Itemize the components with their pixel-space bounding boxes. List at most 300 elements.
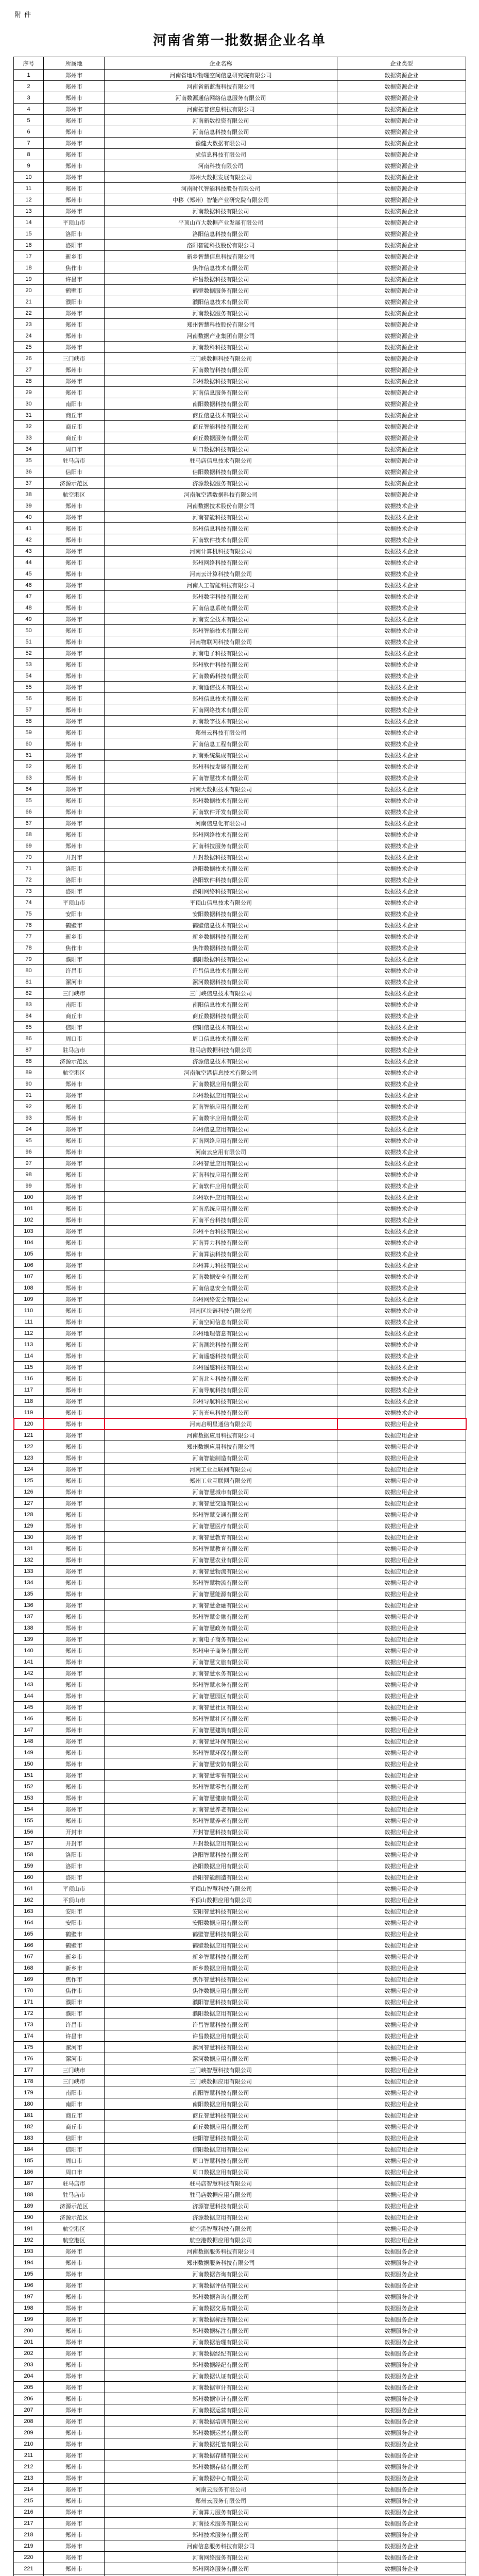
cell-name: 南阳信息技术有限公司: [105, 999, 337, 1010]
cell-type: 数据应用企业: [337, 1838, 466, 1849]
cell-city: 郑州市: [44, 2552, 105, 2563]
table-row: [14, 1056, 466, 1067]
cell-type: 数据技术企业: [337, 886, 466, 897]
cell-name: 驻马店信息技术有限公司: [105, 455, 337, 466]
cell-city: 郑州市: [44, 1792, 105, 1804]
cell-no: 221: [14, 2563, 44, 2574]
cell-type: 数据应用企业: [337, 2019, 466, 2030]
cell-no: 177: [14, 2064, 44, 2076]
cell-name: 河南区块链科技有限公司: [105, 1305, 337, 1316]
cell-type: 数据应用企业: [337, 1713, 466, 1724]
cell-type: 数据技术企业: [337, 738, 466, 750]
cell-city: 鹤壁市: [44, 1928, 105, 1940]
cell-city: 郑州市: [44, 1135, 105, 1146]
cell-name: 郑州数据技术有限公司: [105, 795, 337, 806]
cell-name: 河南智慧水务有限公司: [105, 1668, 337, 1679]
cell-name: 安阳数据科技有限公司: [105, 908, 337, 920]
cell-city: 郑州市: [44, 1124, 105, 1135]
cell-type: 数据技术企业: [337, 1135, 466, 1146]
cell-no: 136: [14, 1600, 44, 1611]
cell-type: 数据技术企业: [337, 1237, 466, 1248]
cell-type: 数据应用企业: [337, 1928, 466, 1940]
cell-type: 数据技术企业: [337, 704, 466, 716]
cell-type: 数据技术企业: [337, 772, 466, 784]
table-row: [14, 2144, 466, 2155]
cell-name: 焦作信息技术有限公司: [105, 262, 337, 274]
cell-city: 郑州市: [44, 512, 105, 523]
cell-city: 濮阳市: [44, 2008, 105, 2019]
table-row: [14, 704, 466, 716]
cell-name: 鹤壁信息技术有限公司: [105, 920, 337, 931]
cell-name: 郑州智慧社区有限公司: [105, 1713, 337, 1724]
table-row: [14, 1248, 466, 1260]
cell-no: 195: [14, 2268, 44, 2280]
table-row: [14, 115, 466, 126]
cell-type: 数据应用企业: [337, 2132, 466, 2144]
table-row: [14, 2087, 466, 2098]
cell-city: 三门峡市: [44, 353, 105, 364]
cell-no: 97: [14, 1158, 44, 1169]
cell-city: 洛阳市: [44, 228, 105, 240]
cell-city: 郑州市: [44, 2404, 105, 2416]
cell-name: 河南物联网科技有限公司: [105, 636, 337, 648]
cell-no: 157: [14, 1838, 44, 1849]
cell-no: 109: [14, 1294, 44, 1305]
cell-no: 220: [14, 2552, 44, 2563]
cell-name: 河南科技服务有限公司: [105, 840, 337, 852]
cell-type: 数据资源企业: [337, 262, 466, 274]
cell-name: 三门峡数据应用有限公司: [105, 2076, 337, 2087]
table-row: [14, 2008, 466, 2019]
cell-no: 75: [14, 908, 44, 920]
cell-name: 河南算力科技有限公司: [105, 1237, 337, 1248]
table-row: [14, 2246, 466, 2257]
cell-type: 数据技术企业: [337, 1158, 466, 1169]
cell-city: 平顶山市: [44, 897, 105, 908]
cell-name: 河南智慧物流有限公司: [105, 1566, 337, 1577]
cell-city: 郑州市: [44, 330, 105, 342]
table-row: [14, 886, 466, 897]
table-row: [14, 138, 466, 149]
enterprise-table: [13, 57, 466, 2576]
table-row: [14, 2416, 466, 2427]
cell-type: 数据应用企业: [337, 1849, 466, 1860]
cell-no: 182: [14, 2121, 44, 2132]
cell-no: 146: [14, 1713, 44, 1724]
cell-type: 数据应用企业: [337, 2076, 466, 2087]
table-row: [14, 172, 466, 183]
cell-name: 濮阳信息技术有限公司: [105, 296, 337, 308]
cell-no: 168: [14, 1962, 44, 1974]
cell-name: 河南导航科技有限公司: [105, 1384, 337, 1396]
cell-no: 184: [14, 2144, 44, 2155]
cell-no: 165: [14, 1928, 44, 1940]
table-row: [14, 2098, 466, 2110]
table-row: [14, 1679, 466, 1690]
cell-name: 河南数据存储有限公司: [105, 2450, 337, 2461]
cell-no: 28: [14, 376, 44, 387]
cell-no: 110: [14, 1305, 44, 1316]
cell-city: 郑州市: [44, 194, 105, 206]
cell-name: 郑州数据咨询有限公司: [105, 2291, 337, 2302]
cell-city: 郑州市: [44, 2506, 105, 2518]
cell-city: 郑州市: [44, 2427, 105, 2438]
cell-no: 78: [14, 942, 44, 954]
cell-name: 河南新数投资有限公司: [105, 115, 337, 126]
table-row: [14, 2472, 466, 2484]
cell-type: 数据资源企业: [337, 489, 466, 500]
table-row: [14, 716, 466, 727]
cell-name: 安阳数据应用有限公司: [105, 1917, 337, 1928]
cell-city: 郑州市: [44, 591, 105, 602]
table-row: [14, 1475, 466, 1486]
cell-name: [105, 2574, 337, 2576]
cell-no: 119: [14, 1407, 44, 1418]
cell-city: 郑州市: [44, 206, 105, 217]
cell-type: 数据技术企业: [337, 591, 466, 602]
table-row: [14, 1022, 466, 1033]
cell-no: 210: [14, 2438, 44, 2450]
cell-type: 数据服务企业: [337, 2268, 466, 2280]
table-row: [14, 2438, 466, 2450]
cell-no: 45: [14, 568, 44, 580]
cell-name: 河南信息系统有限公司: [105, 602, 337, 614]
table-row: [14, 1090, 466, 1101]
cell-city: 郑州市: [44, 557, 105, 568]
cell-type: 数据资源企业: [337, 478, 466, 489]
table-row: [14, 2166, 466, 2178]
cell-no: 143: [14, 1679, 44, 1690]
cell-city: 郑州市: [44, 319, 105, 330]
cell-city: 郑州市: [44, 1475, 105, 1486]
cell-type: 数据服务企业: [337, 2314, 466, 2325]
cell-no: 138: [14, 1622, 44, 1634]
table-row: [14, 602, 466, 614]
cell-name: 河南省新蓝海科技有限公司: [105, 81, 337, 92]
cell-type: 数据技术企业: [337, 1226, 466, 1237]
cell-name: 漯河智慧科技有限公司: [105, 2042, 337, 2053]
cell-type: 数据资源企业: [337, 251, 466, 262]
cell-no: 209: [14, 2427, 44, 2438]
cell-type: 数据应用企业: [337, 1940, 466, 1951]
cell-city: 郑州市: [44, 1396, 105, 1407]
cell-no: 14: [14, 217, 44, 228]
cell-city: 郑州市: [44, 1543, 105, 1554]
cell-name: 郑州智慧零售有限公司: [105, 1781, 337, 1792]
table-row: [14, 206, 466, 217]
cell-no: 125: [14, 1475, 44, 1486]
cell-city: 郑州市: [44, 1226, 105, 1237]
table-row: [14, 988, 466, 999]
table-row: [14, 194, 466, 206]
cell-no: 54: [14, 670, 44, 682]
cell-no: 8: [14, 149, 44, 160]
cell-name: 商丘数据科技有限公司: [105, 1010, 337, 1022]
cell-type: 数据技术企业: [337, 1044, 466, 1056]
cell-type: 数据服务企业: [337, 2529, 466, 2540]
cell-type: 数据服务企业: [337, 2348, 466, 2359]
table-row: [14, 546, 466, 557]
table-row: [14, 1350, 466, 1362]
table-row: [14, 2370, 466, 2382]
cell-no: 60: [14, 738, 44, 750]
cell-type: 数据资源企业: [337, 319, 466, 330]
table-row: [14, 376, 466, 387]
cell-city: 郑州市: [44, 670, 105, 682]
cell-name: 河南数据托管有限公司: [105, 2438, 337, 2450]
cell-city: 焦作市: [44, 1974, 105, 1985]
cell-no: 152: [14, 1781, 44, 1792]
cell-city: 郑州市: [44, 1600, 105, 1611]
cell-no: 2: [14, 81, 44, 92]
cell-name: 航空港智慧科技有限公司: [105, 2223, 337, 2234]
cell-name: 济源数据服务有限公司: [105, 478, 337, 489]
cell-name: 郑州数据标注有限公司: [105, 2325, 337, 2336]
cell-city: 郑州市: [44, 693, 105, 704]
cell-city: 郑州市: [44, 1679, 105, 1690]
cell-name: 郑州智慧养老有限公司: [105, 1815, 337, 1826]
cell-type: 数据资源企业: [337, 308, 466, 319]
table-row: [14, 183, 466, 194]
cell-no: 24: [14, 330, 44, 342]
cell-name: 洛阳信息科技有限公司: [105, 228, 337, 240]
cell-city: 开封市: [44, 852, 105, 863]
table-row: [14, 2257, 466, 2268]
cell-city: 郑州市: [44, 2393, 105, 2404]
cell-no: 17: [14, 251, 44, 262]
cell-no: 116: [14, 1373, 44, 1384]
cell-type: 数据资源企业: [337, 206, 466, 217]
cell-name: 新乡智慧科技有限公司: [105, 1951, 337, 1962]
cell-no: 204: [14, 2370, 44, 2382]
cell-type: 数据应用企业: [337, 1702, 466, 1713]
cell-type: 数据资源企业: [337, 104, 466, 115]
cell-name: 商丘智慧科技有限公司: [105, 2110, 337, 2121]
cell-type: 数据技术企业: [337, 1384, 466, 1396]
cell-type: 数据技术企业: [337, 512, 466, 523]
table-row: [14, 942, 466, 954]
cell-type: 数据服务企业: [337, 2518, 466, 2529]
cell-no: 151: [14, 1770, 44, 1781]
cell-name: 河南智慧建筑有限公司: [105, 1724, 337, 1736]
table-row: [14, 1509, 466, 1520]
cell-name: 漯河数据应用有限公司: [105, 2053, 337, 2064]
cell-city: 新乡市: [44, 1951, 105, 1962]
table-row: [14, 1668, 466, 1679]
cell-city: 安阳市: [44, 1906, 105, 1917]
cell-type: 数据资源企业: [337, 194, 466, 206]
cell-name: 河南数据审计有限公司: [105, 2382, 337, 2393]
cell-no: 202: [14, 2348, 44, 2359]
table-row: [14, 1724, 466, 1736]
cell-name: 三门峡信息技术有限公司: [105, 988, 337, 999]
table-row: [14, 296, 466, 308]
cell-name: 河南数据服务有限公司: [105, 308, 337, 319]
cell-city: 济源示范区: [44, 1056, 105, 1067]
cell-city: 周口市: [44, 2155, 105, 2166]
cell-name: 郑州智慧金融有限公司: [105, 1611, 337, 1622]
cell-type: 数据服务企业: [337, 2382, 466, 2393]
cell-city: 信阳市: [44, 1022, 105, 1033]
cell-city: 郑州市: [44, 1566, 105, 1577]
cell-name: 三门峡数据科技有限公司: [105, 353, 337, 364]
cell-city: 郑州市: [44, 1339, 105, 1350]
cell-name: 周口信息技术有限公司: [105, 1033, 337, 1044]
cell-city: 开封市: [44, 1826, 105, 1838]
cell-name: 河南算法科技有限公司: [105, 1248, 337, 1260]
cell-city: 郑州市: [44, 1554, 105, 1566]
table-row: [14, 682, 466, 693]
table-row: [14, 1747, 466, 1758]
table-row: [14, 1339, 466, 1350]
cell-no: 132: [14, 1554, 44, 1566]
cell-type: 数据应用企业: [337, 1532, 466, 1543]
cell-city: 郑州市: [44, 1486, 105, 1498]
cell-no: 101: [14, 1203, 44, 1214]
cell-name: 河南电子科技有限公司: [105, 648, 337, 659]
cell-city: 郑州市: [44, 2529, 105, 2540]
cell-name: 河南数科科技有限公司: [105, 342, 337, 353]
cell-no: 56: [14, 693, 44, 704]
table-row: [14, 1622, 466, 1634]
cell-no: 201: [14, 2336, 44, 2348]
table-row: [14, 1962, 466, 1974]
cell-no: 113: [14, 1339, 44, 1350]
cell-type: 数据资源企业: [337, 466, 466, 478]
cell-city: 郑州市: [44, 81, 105, 92]
cell-no: 128: [14, 1509, 44, 1520]
cell-city: 许昌市: [44, 965, 105, 976]
cell-type: 数据资源企业: [337, 376, 466, 387]
table-row: [14, 874, 466, 886]
cell-city: 郑州市: [44, 2336, 105, 2348]
cell-type: 数据技术企业: [337, 1090, 466, 1101]
cell-city: 郑州市: [44, 795, 105, 806]
cell-name: 河南信息工程有限公司: [105, 738, 337, 750]
table-row: [14, 1588, 466, 1600]
table-row: [14, 2212, 466, 2223]
cell-name: 郑州电子商务有限公司: [105, 1645, 337, 1656]
cell-city: 驻马店市: [44, 2178, 105, 2189]
table-row: [14, 1577, 466, 1588]
cell-name: 河南数据应用科技有限公司: [105, 1430, 337, 1441]
cell-name: 洛阳智慧科技有限公司: [105, 1849, 337, 1860]
header-type: 企业类型: [337, 57, 466, 70]
cell-no: 147: [14, 1724, 44, 1736]
cell-city: 郑州市: [44, 738, 105, 750]
table-row: [14, 568, 466, 580]
table-row: [14, 274, 466, 285]
table-row: [14, 421, 466, 432]
cell-name: 郑州算力科技有限公司: [105, 1260, 337, 1271]
cell-name: 商丘数据服务有限公司: [105, 432, 337, 444]
table-row: [14, 999, 466, 1010]
table-row: [14, 2223, 466, 2234]
cell-name: 河南科技应用有限公司: [105, 1169, 337, 1180]
cell-no: 79: [14, 954, 44, 965]
cell-no: 92: [14, 1101, 44, 1112]
table-row: [14, 1894, 466, 1906]
table-row: [14, 1271, 466, 1282]
table-row: [14, 512, 466, 523]
cell-name: 郑州软件科技有限公司: [105, 659, 337, 670]
cell-name: 新乡数据应用有限公司: [105, 1962, 337, 1974]
table-row: [14, 829, 466, 840]
cell-type: 数据应用企业: [337, 1996, 466, 2008]
cell-name: 河南智慧农业有限公司: [105, 1554, 337, 1566]
cell-city: 郑州市: [44, 1101, 105, 1112]
cell-name: 河南数智科技有限公司: [105, 364, 337, 376]
cell-type: 数据应用企业: [337, 2053, 466, 2064]
cell-type: 数据技术企业: [337, 908, 466, 920]
table-row: [14, 1430, 466, 1441]
cell-no: 80: [14, 965, 44, 976]
table-row: [14, 1781, 466, 1792]
cell-type: 数据应用企业: [337, 1951, 466, 1962]
cell-no: 18: [14, 262, 44, 274]
cell-city: 郑州市: [44, 568, 105, 580]
cell-no: 27: [14, 364, 44, 376]
cell-city: 平顶山市: [44, 1883, 105, 1894]
table-row: [14, 738, 466, 750]
cell-no: 30: [14, 398, 44, 410]
cell-no: 214: [14, 2484, 44, 2495]
cell-type: 数据资源企业: [337, 410, 466, 421]
cell-city: 郑州市: [44, 1713, 105, 1724]
cell-no: 10: [14, 172, 44, 183]
cell-name: 河南技术服务有限公司: [105, 2518, 337, 2529]
cell-type: 数据技术企业: [337, 1146, 466, 1158]
cell-type: 数据应用企业: [337, 1758, 466, 1770]
cell-type: 数据技术企业: [337, 602, 466, 614]
cell-type: 数据应用企业: [337, 1860, 466, 1872]
cell-no: 187: [14, 2178, 44, 2189]
cell-name: 河南智慧教育有限公司: [105, 1532, 337, 1543]
cell-name: 濮阳智慧科技有限公司: [105, 1996, 337, 2008]
cell-city: 驻马店市: [44, 2189, 105, 2200]
table-row: [14, 1316, 466, 1328]
cell-type: 数据应用企业: [337, 2212, 466, 2223]
cell-no: 47: [14, 591, 44, 602]
cell-no: 159: [14, 1860, 44, 1872]
cell-type: 数据服务企业: [337, 2416, 466, 2427]
cell-city: 鹤壁市: [44, 1940, 105, 1951]
cell-type: 数据技术企业: [337, 784, 466, 795]
cell-no: 81: [14, 976, 44, 988]
cell-type: 数据服务企业: [337, 2461, 466, 2472]
cell-city: 三门峡市: [44, 988, 105, 999]
cell-type: 数据应用企业: [337, 1464, 466, 1475]
cell-city: 郑州市: [44, 1146, 105, 1158]
cell-city: 郑州市: [44, 70, 105, 81]
cell-no: 33: [14, 432, 44, 444]
cell-no: 15: [14, 228, 44, 240]
cell-no: 69: [14, 840, 44, 852]
cell-no: 66: [14, 806, 44, 818]
cell-no: 208: [14, 2416, 44, 2427]
cell-type: 数据技术企业: [337, 1067, 466, 1078]
cell-type: 数据资源企业: [337, 160, 466, 172]
cell-no: 3: [14, 92, 44, 104]
cell-type: 数据服务企业: [337, 2370, 466, 2382]
table-row: [14, 1849, 466, 1860]
table-row: [14, 2529, 466, 2540]
cell-no: 217: [14, 2518, 44, 2529]
cell-type: 数据应用企业: [337, 1520, 466, 1532]
cell-type: 数据技术企业: [337, 942, 466, 954]
cell-type: 数据服务企业: [337, 2427, 466, 2438]
cell-name: 虎信息科技有限公司: [105, 149, 337, 160]
